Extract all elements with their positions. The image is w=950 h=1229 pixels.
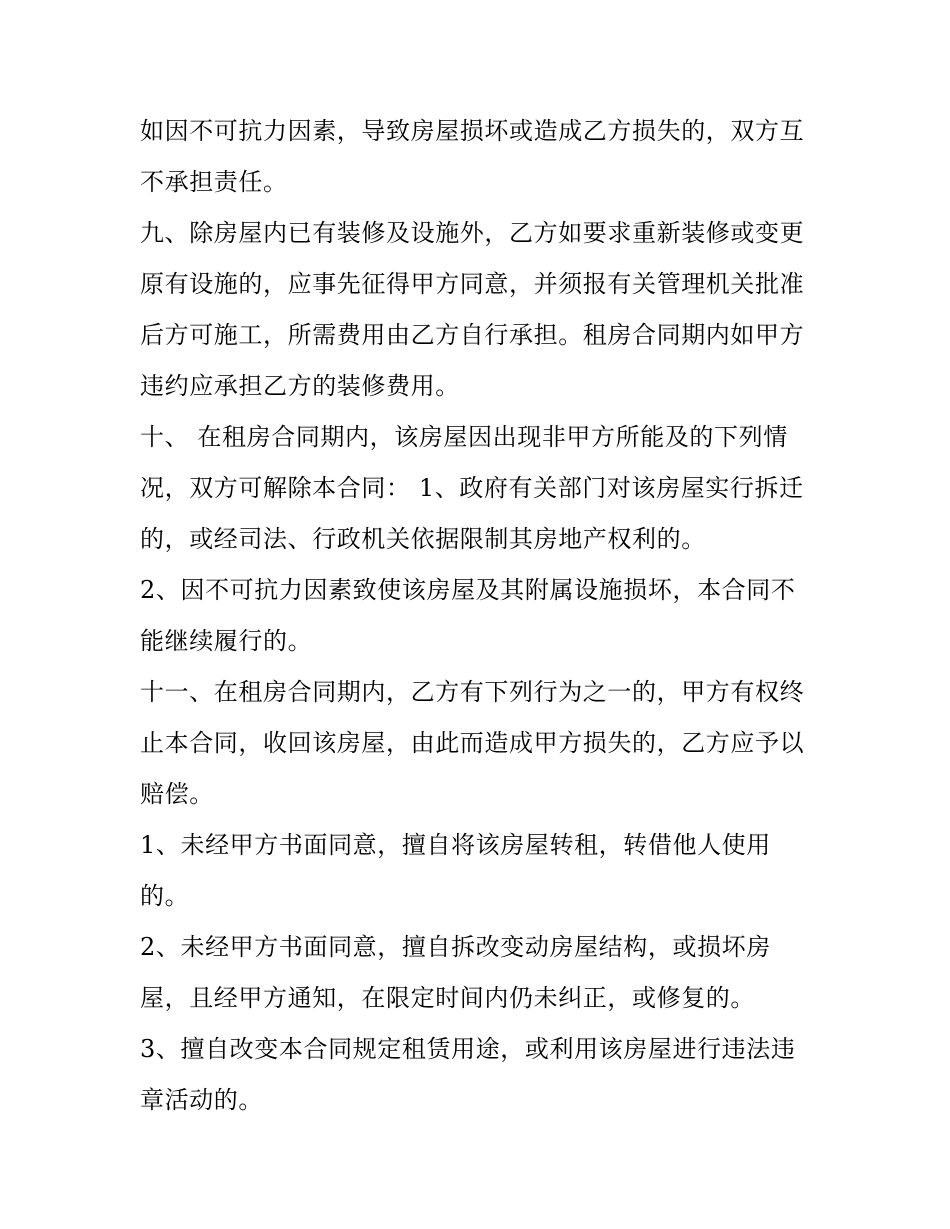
text-line: 2、未经甲方书面同意，擅自拆改变动房屋结构，或损坏房 [140, 933, 771, 961]
text-line: 的，或经司法、行政机关依据限制其房地产权利的。 [140, 525, 706, 553]
text-line: 十一、在租房合同期内，乙方有下列行为之一的，甲方有权终 [140, 678, 805, 706]
text-line: 十、 在租房合同期内，该房屋因出现非甲方所能及的下列情 [140, 423, 788, 451]
text-line: 3、擅自改变本合同规定租赁用途，或利用该房屋进行违法违 [140, 1035, 796, 1063]
contract-text [140, 106, 820, 1126]
text-line: 1、未经甲方书面同意，擅自将该房屋转租，转借他人使用 [140, 831, 771, 859]
text-line: 章活动的。 [140, 1086, 263, 1114]
text-line: 止本合同，收回该房屋，由此而造成甲方损失的，乙方应予以 [140, 729, 805, 757]
text-line: 能继续履行的。 [140, 627, 313, 655]
text-line: 屋，且经甲方通知，在限定时间内仍未纠正，或修复的。 [140, 984, 755, 1012]
text-line: 不承担责任。 [140, 168, 288, 196]
text-line: 九、除房屋内已有装修及设施外，乙方如要求重新装修或变更 [140, 219, 805, 247]
text-line: 况，双方可解除本合同： 1、政府有关部门对该房屋实行拆迁 [140, 474, 804, 502]
text-line: 的。 [140, 882, 190, 910]
text-line: 2、因不可抗力因素致使该房屋及其附属设施损坏，本合同不 [140, 576, 796, 604]
text-line: 如因不可抗力因素，导致房屋损坏或造成乙方损失的，双方互 [140, 117, 805, 145]
text-line: 违约应承担乙方的装修费用。 [140, 372, 460, 400]
text-line: 原有设施的，应事先征得甲方同意，并须报有关管理机关批准 [140, 270, 805, 298]
text-line: 赔偿。 [140, 780, 214, 808]
text-line: 后方可施工，所需费用由乙方自行承担。租房合同期内如甲方 [140, 321, 805, 349]
